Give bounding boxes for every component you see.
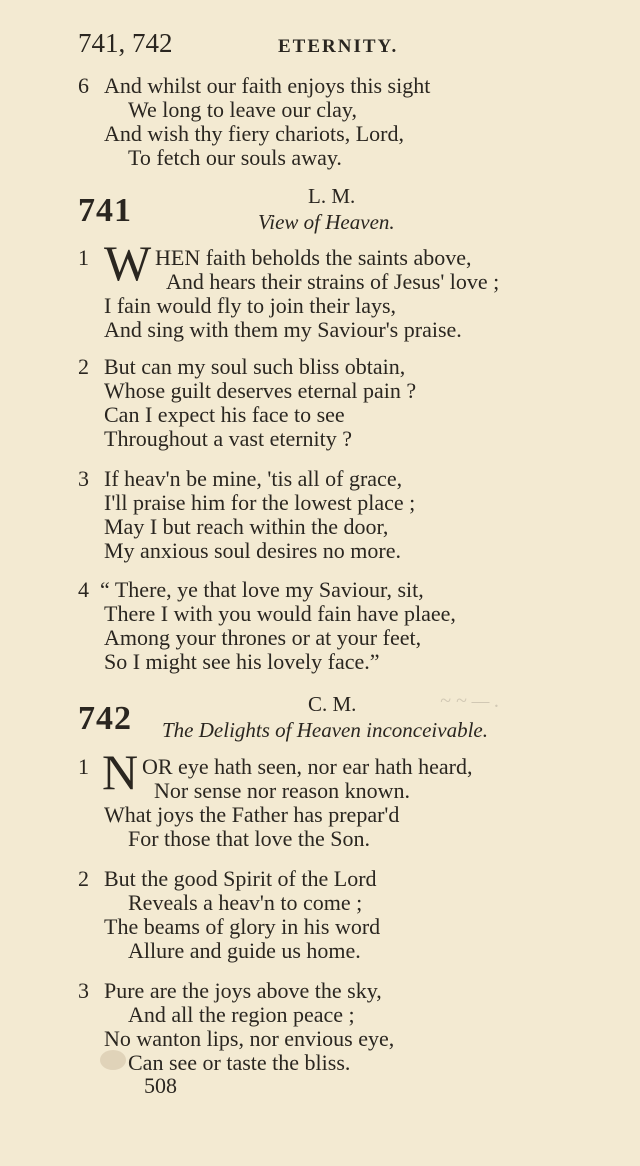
verse-number: 2 [78,354,89,379]
verse-number: 2 [78,866,89,891]
verse-line: May I but reach within the door, [104,514,389,539]
verse-line: And hears their strains of Jesus' love ; [166,269,500,294]
verse-line: HEN faith beholds the saints above, [155,245,472,270]
hymn-range: 741, 742 [78,28,173,58]
hymn-number: 742 [78,700,132,737]
verse-number: 4 [78,577,89,602]
pencil-marks: ~ ~ — . [440,690,500,712]
verse-number: 1 [78,245,89,270]
hymn-meter: L. M. [308,184,356,208]
verse-line: We long to leave our clay, [128,97,357,122]
verse-line: What joys the Father has prepar'd [104,802,400,827]
hymn-number: 741 [78,192,132,229]
page-number: 508 [144,1073,177,1098]
verse-line: Pure are the joys above the sky, [104,978,382,1003]
hymn-title: View of Heaven. [258,210,395,234]
verse-line: Nor sense nor reason known. [154,778,410,803]
verse-line: I'll praise him for the lowest place ; [104,490,416,515]
verse-line: Allure and guide us home. [128,938,361,963]
verse-line: Can I expect his face to see [104,402,345,427]
verse-line: To fetch our souls away. [128,145,342,170]
verse-line: But can my soul such bliss obtain, [104,354,406,379]
verse-line: “ There, ye that love my Saviour, sit, [100,577,424,602]
verse-number: 3 [78,978,89,1003]
verse-line: Reveals a heav'n to come ; [128,890,363,915]
verse-line: So I might see his lovely face.” [104,649,380,674]
verse-line: I fain would fly to join their lays, [104,293,397,318]
verse-line: No wanton lips, nor envious eye, [104,1026,395,1051]
verse-line: For those that love the Son. [128,826,370,851]
section-title: ETERNITY. [278,36,399,57]
verse-line: And all the region peace ; [128,1002,355,1027]
verse-number: 1 [78,754,89,779]
verse-line: Throughout a vast eternity ? [104,426,353,451]
drop-cap: W [104,235,152,291]
verse-line: There I with you would fain have plaee, [104,601,456,626]
verse-line: And whilst our faith enjoys this sight [104,73,431,98]
ink-smudge [100,1050,126,1070]
verse-number: 3 [78,466,89,491]
verse-line: But the good Spirit of the Lord [104,866,377,891]
running-head [78,28,418,60]
verse-line: Whose guilt deserves eternal pain ? [104,378,417,403]
hymn-title: The Delights of Heaven inconceivable. [162,718,488,742]
verse-line: And wish thy fiery chariots, Lord, [104,121,404,146]
verse-number: 6 [78,73,89,98]
hymn-meter: C. M. [308,692,357,716]
verse-line: My anxious soul desires no more. [104,538,401,563]
verse-line: OR eye hath seen, nor ear hath heard, [142,754,473,779]
verse-line: Among your thrones or at your feet, [104,625,422,650]
verse-line: And sing with them my Saviour's praise. [104,317,462,342]
verse-line: Can see or taste the bliss. [128,1050,351,1075]
verse-line: If heav'n be mine, 'tis all of grace, [104,466,403,491]
verse-line: The beams of glory in his word [104,914,381,939]
drop-cap: N [102,744,139,800]
